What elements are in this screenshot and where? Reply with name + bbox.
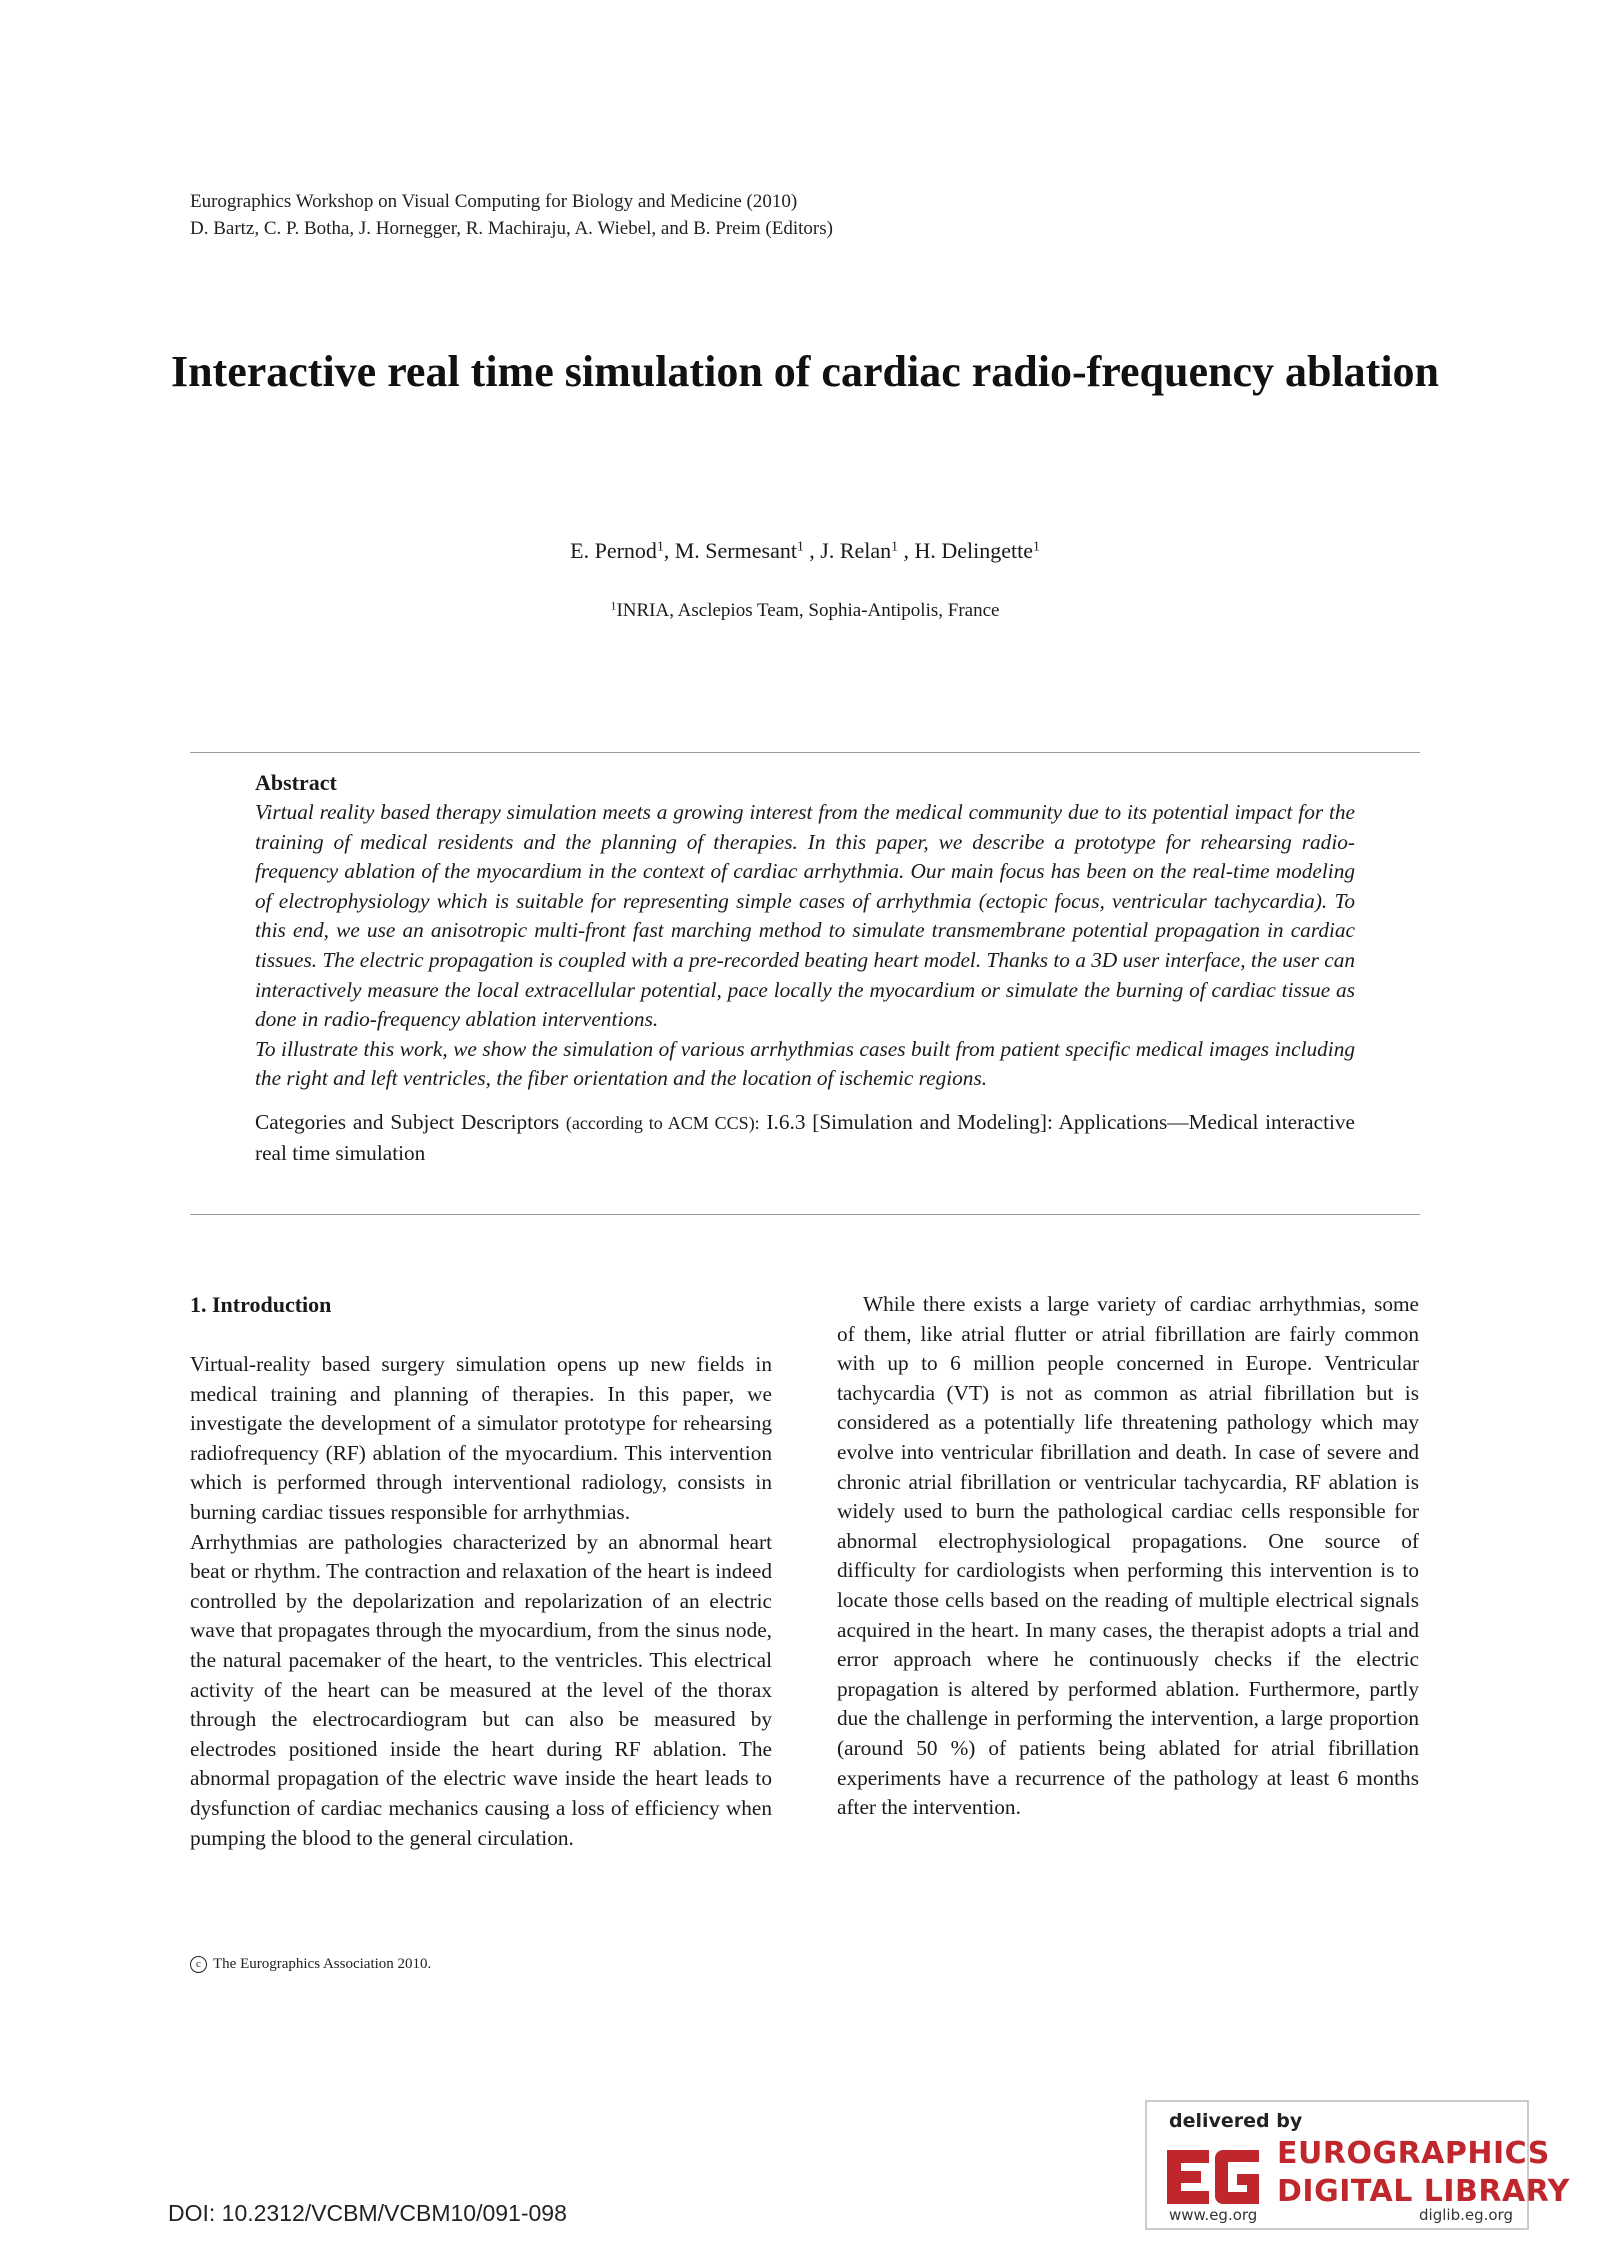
affiliation-mark: 1 [610, 599, 617, 613]
affiliation-text: INRIA, Asclepios Team, Sophia-Antipolis, France [616, 600, 1000, 621]
categories-descriptors [255, 1108, 1355, 1168]
abstract-paragraph: To illustrate this work, we show the simulation of various arrhythmias cases built from patient specific medical images including the right and left ventricles, the fiber orientation and the location of ischemic regions. [255, 1036, 1355, 1091]
section-heading-introduction: 1. Introduction [190, 1292, 332, 1317]
delivered-by-label: delivered by [1169, 2110, 1303, 2132]
categories-label: Categories and Subject Descriptors [255, 1109, 560, 1134]
paper-title: Interactive real time simulation of cardiac radio-frequency ablation [170, 347, 1440, 396]
author-affiliation-mark: 1 [891, 538, 898, 554]
abstract-body [255, 798, 1355, 1094]
eg-name-line1: EUROGRAPHICS [1277, 2136, 1550, 2171]
editors-line: D. Bartz, C. P. Botha, J. Hornegger, R. Machiraju, A. Wiebel, and B. Preim (Editors) [190, 218, 833, 239]
abstract-paragraph: Virtual reality based therapy simulation meets a growing interest from the medical community due to its potential impact for the training of medical residents and the planning of therapies. In this paper, we describe a prototype for rehearsing radio-frequency ablation of the myocardium in the context of cardiac arrhythmia. Our main focus has been on the real-time modeling of electrophysiology which is suitable for representing simple cases of arrhythmia (ectopic focus, ventricular tachycardia). To this end, we use an anisotropic multi-front fast marching method to simulate transmembrane potential propagation in cardiac tissues. The electric propagation is coupled with a pre-recorded beating heart model. Thanks to a 3D user interface, the user can interactively measure the local extracellular potential, pace locally the myocardium or simulate the burning of cardiac tissue as done in radio-frequency ablation interventions. [255, 800, 1355, 1032]
author-affiliation-mark: 1 [656, 538, 664, 554]
body-paragraph: Arrhythmias are pathologies characterized by an abnormal heart beat or rhythm. The contraction and relaxation of the heart is indeed controlled by the depolarization and repolarization of an electric wave that propagates through the myocardium, from the sinus node, the natural pacemaker of the heart, to the ventricles. This electrical activity of the heart can be measured at the level of the thorax through the electrocardiogram but can also be measured by electrodes positioned inside the heart during RF ablation. The abnormal propagation of the electric wave inside the heart leads to dysfunction of cardiac mechanics causing a loss of efficiency when pumping the blood to the general circulation. [190, 1529, 772, 1850]
left-column [190, 1290, 772, 1853]
categories-text: I.6.3 [Simulation and Modeling]: Applications—Medical interactive real time simulation [255, 1109, 1355, 1165]
diglib-url-link[interactable]: diglib.eg.org [1419, 2206, 1513, 2224]
body-paragraph: While there exists a large variety of cardiac arrhythmias, some of them, like atrial flutter or atrial fibrillation are fairly common with up to 6 million people concerned in Europe. Ventricular tachycardia (VT) is not as common as atrial fibrillation but is considered as a potentially life threatening pathology which may evolve into ventricular fibrillation and death. In case of severe and chronic atrial fibrillation or ventricular tachycardia, RF ablation is widely used to burn the pathological cardiac cells responsible for abnormal electrophysiological propagations. One source of difficulty for cardiologists when performing this intervention is to locate those cells based on the reading of multiple electrical signals acquired in the heart. In many cases, the therapist adopts a trial and error approach where he continuously checks if the electric propagation is altered by performed ablation. Furthermore, partly due the challenge in performing the intervention, a large proportion (around 50 %) of patients being ablated for atrial fibrillation experiments have a recurrence of the pathology at least 6 months after the intervention. [837, 1292, 1419, 1820]
copyright-text: The Eurographics Association 2010. [213, 1956, 432, 1972]
abstract-bottom-rule [190, 1214, 1420, 1215]
running-header [190, 188, 833, 242]
abstract-block [255, 768, 1355, 1168]
author-name: M. Sermesant [674, 538, 797, 563]
copyright-icon: c [190, 1956, 207, 1973]
author-name: J. Relan [820, 538, 892, 563]
doi: DOI: 10.2312/VCBM/VCBM10/091-098 [168, 2200, 567, 2226]
abstract-top-rule [190, 752, 1420, 753]
author-list [160, 538, 1450, 564]
affiliation [160, 600, 1450, 622]
eg-url-link[interactable]: www.eg.org [1169, 2206, 1258, 2224]
copyright-notice [190, 1956, 431, 1973]
author-separator: , [897, 538, 915, 563]
author-separator: , [803, 538, 821, 563]
abstract-heading: Abstract [255, 770, 337, 795]
eg-name-line2: DIGITAL LIBRARY [1277, 2174, 1570, 2209]
author-affiliation-mark: 1 [796, 538, 804, 554]
author-name: H. Delingette [914, 538, 1033, 563]
eg-digital-library-banner[interactable] [1145, 2100, 1570, 2230]
right-column [837, 1290, 1419, 1823]
body-paragraph: Virtual-reality based surgery simulation opens up new fields in medical training and planning of therapies. In this paper, we investigate the development of a simulator prototype for rehearsing radiofrequency (RF) ablation of the myocardium. This intervention which is performed through interventional radiology, consists in burning cardiac tissues responsible for arrhythmias. [190, 1352, 772, 1524]
author-separator: , [663, 538, 675, 563]
categories-note: (according to ACM CCS): [565, 1112, 760, 1133]
author-name: E. Pernod [570, 538, 657, 563]
venue-line: Eurographics Workshop on Visual Computing for Biology and Medicine (2010) [190, 191, 798, 212]
author-affiliation-mark: 1 [1033, 538, 1040, 554]
eg-logo-icon [1167, 2148, 1267, 2208]
